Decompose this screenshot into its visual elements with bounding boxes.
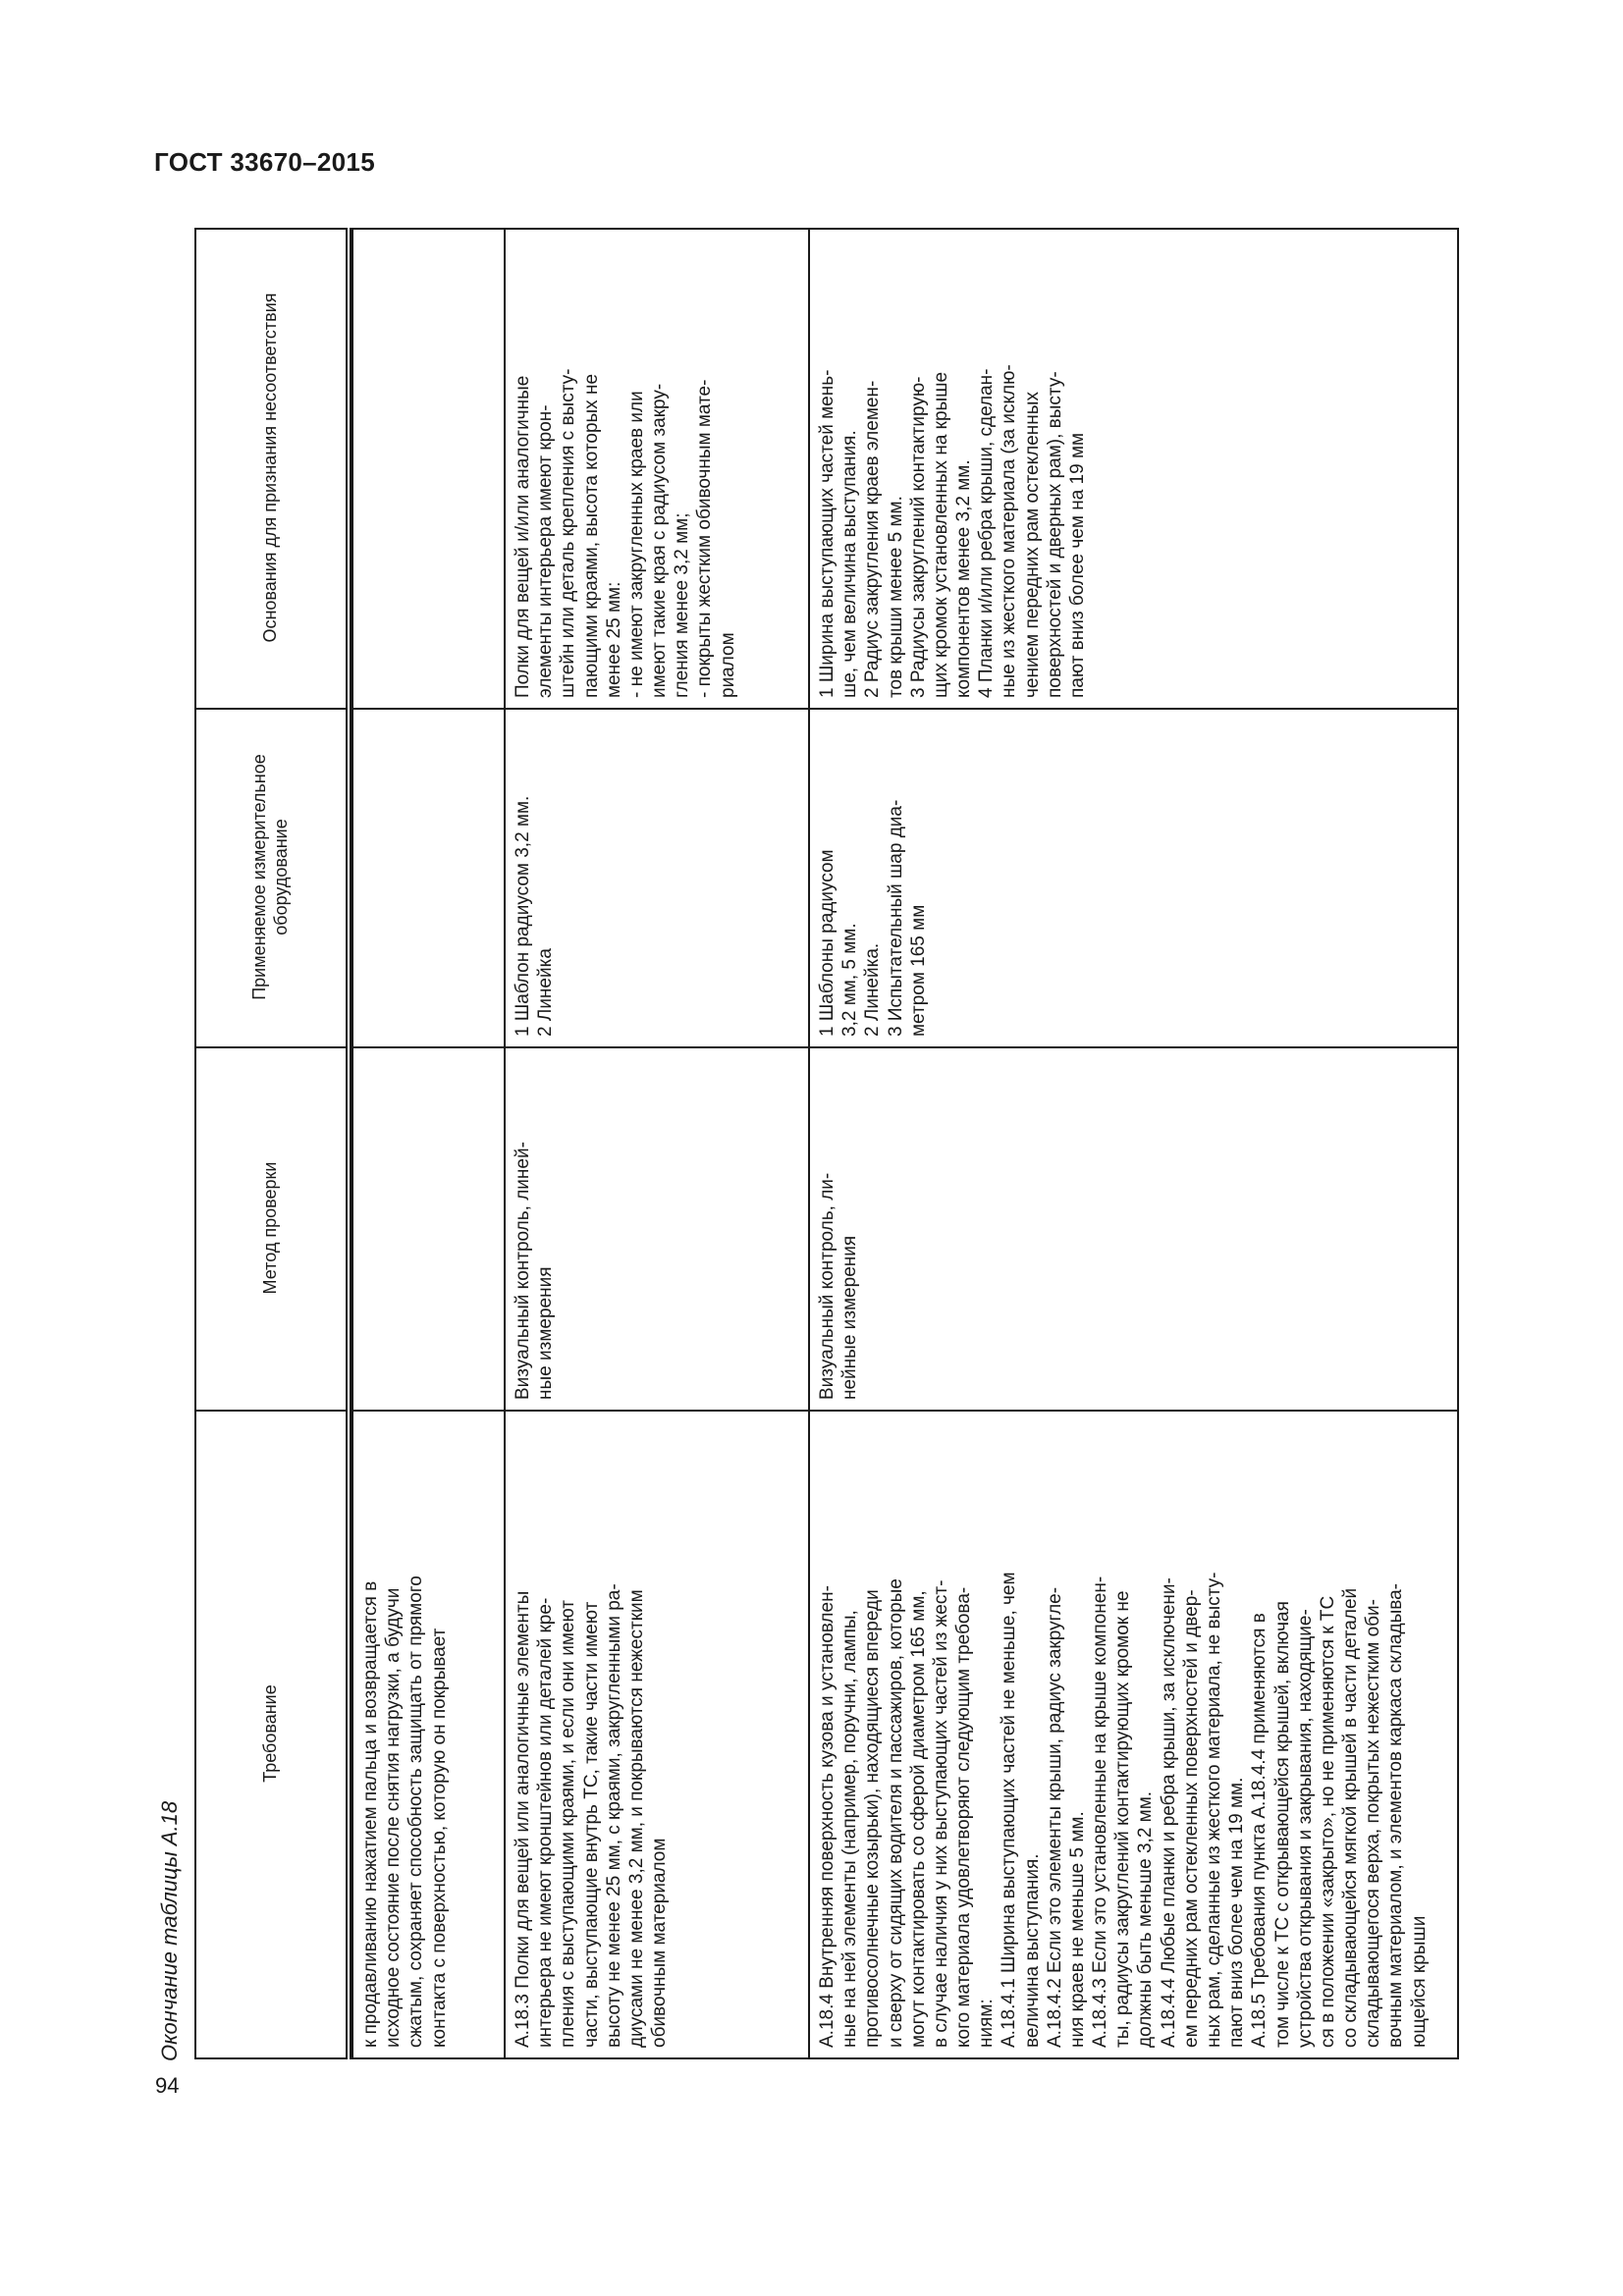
cell-text-line: А.18.4 Внутренняя поверхность кузова и установлен- xyxy=(817,1585,839,2048)
cell-text-line: должны быть меньше 3,2 мм. xyxy=(1135,1790,1157,2048)
cell-text-line: 2 Радиус закругления краев элемен- xyxy=(862,380,884,698)
rotated-table-wrapper xyxy=(194,230,1459,2059)
requirements-table xyxy=(194,228,1459,2059)
cell-text-line: А.18.4.4 Любые планки и ребра крыши, за исключени- xyxy=(1158,1577,1179,2048)
cell-text-line: пающими краями, высота которых не xyxy=(580,373,602,698)
document-header: ГОСТ 33670–2015 xyxy=(154,147,375,177)
cell-text-line: риалом xyxy=(717,632,738,698)
cell-text-line: элементы интерьера имеют крон- xyxy=(535,404,557,698)
table-row xyxy=(352,229,505,2058)
cell-text-line: ных рам, сделанные из жесткого материала, не высту- xyxy=(1204,1572,1224,2048)
cell-text-line: ния краев не меньше 5 мм. xyxy=(1066,1811,1088,2048)
cell-text-line: к продавливанию нажатием пальца и возвращается в xyxy=(360,1580,382,2048)
cell-text-line: ные на ней элементы (например, поручни, лампы, xyxy=(839,1610,861,2048)
cell-text-line: 2 Линейка xyxy=(535,948,557,1037)
cell-text-line: ем передних рам остекленных поверхностей и двер- xyxy=(1180,1589,1202,2048)
cell-text-line: устройства открывания и закрывания, находящие- xyxy=(1294,1609,1316,2048)
cell-text-line: могут контактировать со сферой диаметром 165 мм, xyxy=(907,1590,929,2048)
cell-text-line: - не имеют закругленных краев или xyxy=(625,391,647,698)
cell-text-line: гления менее 3,2 мм; xyxy=(672,512,693,698)
cell-equipment xyxy=(809,709,1458,1047)
header-method: Метод проверки xyxy=(195,1047,349,1411)
cell-text-line: щих кромок установленных на крыше xyxy=(930,371,951,698)
cell-text-line: ные из жесткого материала (за исклю- xyxy=(999,364,1020,698)
cell-text-line: ные измерения xyxy=(535,1266,557,1400)
cell-text-line: части, выступающие внутрь ТС, такие части имеют xyxy=(580,1601,602,2048)
cell-method xyxy=(809,1047,1458,1411)
cell-text-line: ниям: xyxy=(976,1999,998,2048)
cell-requirement xyxy=(352,1411,505,2058)
cell-equipment xyxy=(505,709,809,1047)
page-number: 94 xyxy=(155,2073,180,2098)
cell-text-line: ты, радиусы закруглений контактирующих кромок не xyxy=(1112,1590,1134,2048)
cell-text-line: кого материала удовлетворяют следующим требова- xyxy=(953,1586,975,2048)
cell-grounds xyxy=(505,229,809,709)
table-row xyxy=(505,229,809,2058)
cell-text-line: обивочным материалом xyxy=(649,1838,671,2048)
cell-text-line: менее 25 мм: xyxy=(603,581,624,698)
cell-method xyxy=(505,1047,809,1411)
cell-text-line: - покрыты жестким обивочным мате- xyxy=(694,379,716,698)
cell-text-line: 1 Ширина выступающих частей мень- xyxy=(817,369,839,698)
cell-text-line: высоту не менее 25 мм, с краями, закругленными ра- xyxy=(603,1583,624,2048)
cell-text-line: тов крыши менее 5 мм. xyxy=(885,496,906,698)
cell-text-line: ся в положении «закрыто», но не применяются к ТС xyxy=(1317,1595,1338,2048)
header-requirement: Требование xyxy=(195,1411,349,2058)
cell-text-line: том числе к ТС с открывающейся крышей, включая xyxy=(1271,1601,1293,2048)
cell-text-line: Визуальный контроль, ли- xyxy=(817,1172,839,1400)
cell-text-line: А.18.4.1 Ширина выступающих частей не меньше, чем xyxy=(999,1572,1020,2048)
cell-text-line: и сверху от сидящих водителя и пассажиров, которые xyxy=(885,1578,906,2048)
cell-text-line: ше, чем величина выступания. xyxy=(839,430,861,698)
cell-text-line: А.18.5 Требования пункта А.18.4.4 применяются в xyxy=(1249,1613,1271,2048)
cell-text-line: 3 Испытательный шар диа- xyxy=(885,799,906,1037)
cell-text-line: Полки для вещей и/или аналогичные xyxy=(513,375,534,698)
cell-requirement xyxy=(809,1411,1458,2058)
table-header-row xyxy=(195,229,349,2058)
cell-text-line: 3 Радиусы закруглений контактирую- xyxy=(907,376,929,698)
cell-text-line: сжатым, сохраняет способность защищать от прямого xyxy=(406,1575,427,2048)
cell-text-line: А.18.4.3 Если это установленные на крыше компонен- xyxy=(1090,1575,1111,2048)
cell-text-line: пления с выступающими краями, и если они имеют xyxy=(558,1600,579,2048)
header-grounds: Основания для признания несоответствия xyxy=(195,229,349,709)
cell-text-line: 3,2 мм, 5 мм. xyxy=(839,923,861,1037)
cell-requirement xyxy=(505,1411,809,2058)
cell-text-line: исходное состояние после снятия нагрузки, а будучи xyxy=(383,1587,405,2048)
cell-text-line: имеют такие края с радиусом закру- xyxy=(649,383,671,698)
cell-text-line: 2 Линейка. xyxy=(862,942,884,1037)
cell-text-line: чением передних рам остекленных xyxy=(1021,392,1043,698)
cell-text-line: ющейся крыши xyxy=(1408,1915,1430,2048)
cell-text-line: А.18.4.2 Если это элементы крыши, радиус закругле- xyxy=(1044,1586,1065,2048)
cell-text-line: пают вниз более чем на 19 мм. xyxy=(1226,1777,1248,2048)
cell-text-line: Визуальный контроль, линей- xyxy=(513,1142,534,1400)
cell-text-line: нейные измерения xyxy=(839,1235,861,1400)
cell-text-line: штейн или деталь крепления с высту- xyxy=(558,368,579,698)
cell-text-line: контакта с поверхностью, которую он покрывает xyxy=(428,1628,450,2048)
cell-text-line: компонентов менее 3,2 мм. xyxy=(953,459,975,698)
cell-text-line: 1 Шаблоны радиусом xyxy=(817,849,839,1037)
table-body xyxy=(349,229,1458,2058)
cell-grounds xyxy=(809,229,1458,709)
cell-text-line: величина выступания. xyxy=(1021,1853,1043,2048)
cell-equipment xyxy=(352,709,505,1047)
cell-text-line: А.18.3 Полки для вещей или аналогичные элементы xyxy=(513,1590,534,2048)
cell-grounds xyxy=(352,229,505,709)
table-row xyxy=(809,229,1458,2058)
cell-text-line: диусами не менее 3,2 мм, и покрываются нежестким xyxy=(625,1589,647,2048)
cell-text-line: метром 165 мм xyxy=(907,904,929,1037)
cell-text-line: противосолнечные козырьки), находящиеся впереди xyxy=(862,1589,884,2048)
header-equipment: Применяемое измерительное оборудование xyxy=(195,709,349,1047)
cell-text-line: со складывающейся мягкой крышей в части деталей xyxy=(1340,1587,1362,2048)
cell-text-line: в случае наличия у них выступающих частей из жест- xyxy=(930,1579,951,2048)
cell-method xyxy=(352,1047,505,1411)
cell-text-line: вочным материалом, и элементов каркаса складыва- xyxy=(1385,1583,1407,2048)
cell-text-line: поверхностей и дверных рам), высту- xyxy=(1044,371,1065,698)
cell-text-line: интерьера не имеют кронштейнов или деталей кре- xyxy=(535,1597,557,2048)
table-caption: Окончание таблицы А.18 xyxy=(157,1800,182,2061)
cell-text-line: 1 Шаблон радиусом 3,2 мм. xyxy=(513,795,534,1037)
cell-text-line: складывающегося верха, покрытых нежестким оби- xyxy=(1363,1599,1384,2048)
cell-text-line: пают вниз более чем на 19 мм xyxy=(1066,432,1088,698)
cell-text-line: 4 Планки и/или ребра крыши, сделан- xyxy=(976,368,998,698)
